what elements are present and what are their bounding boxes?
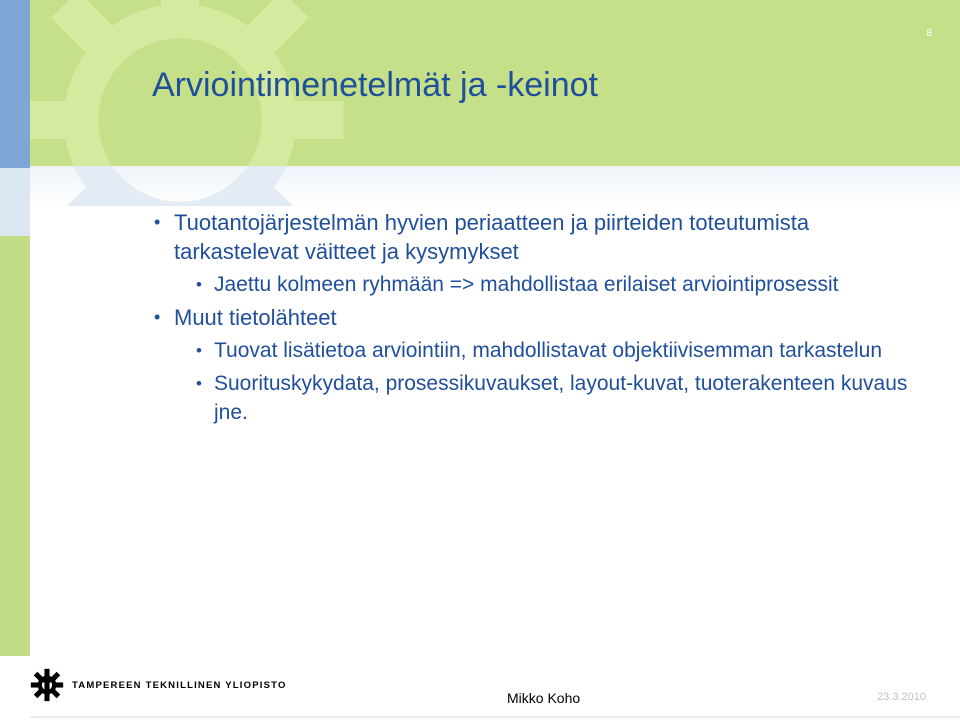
bottom-line bbox=[30, 716, 960, 718]
bullet-item bbox=[150, 208, 930, 299]
slide-content bbox=[150, 208, 930, 431]
university-gear-logo-icon bbox=[30, 668, 64, 702]
sub-bullet-list bbox=[174, 270, 930, 299]
bullet-text: Muut tietolähteet bbox=[174, 305, 337, 330]
left-stripe-green bbox=[0, 236, 30, 656]
bullet-text: Tuotantojärjestelmän hyvien periaatteen ja piirteiden toteutumista tarkastelevat väitteet ja kysymykset bbox=[174, 210, 810, 264]
bullet-item bbox=[150, 303, 930, 427]
gear-watermark-lower-icon bbox=[30, 166, 370, 206]
sub-bullet-item bbox=[174, 369, 930, 427]
slide-title: Arviointimenetelmät ja -keinot bbox=[152, 66, 598, 104]
left-stripe-lightblue bbox=[0, 168, 30, 236]
sub-bullet-list bbox=[174, 336, 930, 427]
sub-bullet-text: Jaettu kolmeen ryhmään => mahdollistaa erilaiset arviointiprosessit bbox=[214, 273, 839, 296]
sub-bullet-text: Tuovat lisätietoa arviointiin, mahdollistavat objektiivisemman tarkastelun bbox=[214, 339, 883, 362]
sub-bullet-item bbox=[174, 270, 930, 299]
university-logo bbox=[30, 668, 287, 702]
sub-bullet-text: Suorituskykydata, prosessikuvaukset, layout-kuvat, tuoterakenteen kuvaus jne. bbox=[214, 372, 908, 424]
left-stripe-blue bbox=[0, 0, 30, 168]
footer-date: 23.3.2010 bbox=[877, 691, 926, 703]
header-subband bbox=[30, 166, 960, 206]
bullet-list bbox=[150, 208, 930, 427]
slide-number: 8 bbox=[926, 28, 932, 39]
logo-text: TAMPEREEN TEKNILLINEN YLIOPISTO bbox=[72, 679, 287, 691]
footer-author: Mikko Koho bbox=[507, 690, 581, 706]
sub-bullet-item bbox=[174, 336, 930, 365]
